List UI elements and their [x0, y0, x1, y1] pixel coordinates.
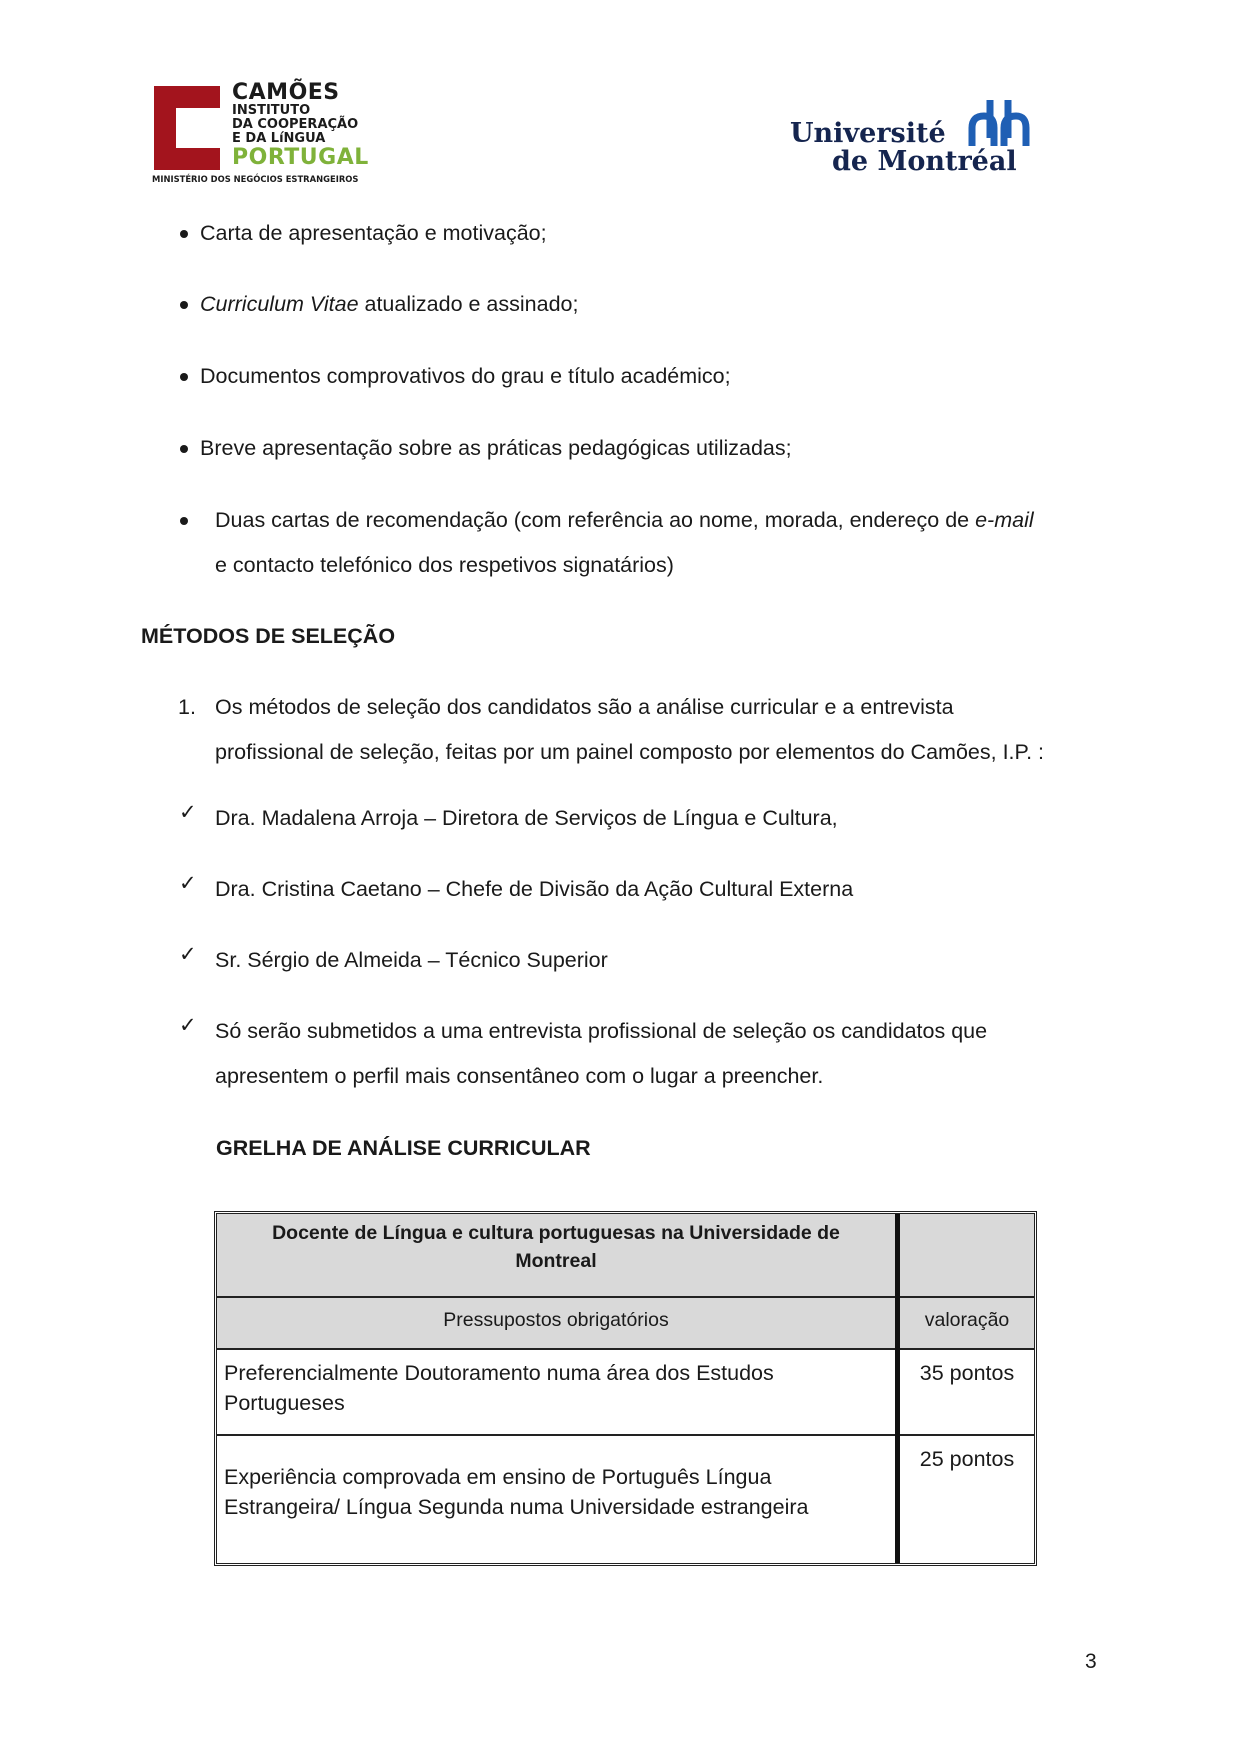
section-heading: MÉTODOS DE SELEÇÃO — [141, 624, 396, 648]
checkmark-icon: ✓ — [179, 942, 197, 966]
panel-member: Dra. Madalena Arroja – Diretora de Serviços de Língua e Cultura, — [215, 806, 838, 830]
camoes-line2: DA COOPERAÇÃO — [232, 117, 359, 132]
selection-paragraph-line1: Os métodos de seleção dos candidatos são a análise curricular e a entrevista — [215, 695, 954, 719]
udem-logo — [790, 98, 1040, 178]
panel-member: Sr. Sérgio de Almeida – Técnico Superior — [215, 948, 608, 972]
camoes-brand: CAMÕES — [232, 80, 340, 105]
table-row-score: 35 pontos — [919, 1361, 1015, 1385]
camoes-line1: INSTITUTO — [232, 103, 311, 118]
checkmark-icon: ✓ — [179, 800, 197, 824]
table-row: Preferencialmente Doutoramento numa área dos Estudos Portugueses — [224, 1361, 774, 1415]
curricular-grid-table — [214, 1211, 1037, 1566]
table-row-score: 25 pontos — [919, 1447, 1015, 1471]
bullet-icon — [180, 517, 188, 525]
panel-member: Dra. Cristina Caetano – Chefe de Divisão da Ação Cultural Externa — [215, 877, 854, 901]
selection-note-line1: Só serão submetidos a uma entrevista profissional de seleção os candidatos que — [215, 1019, 988, 1043]
list-item: Carta de apresentação e motivação; — [200, 221, 547, 245]
item-number: 1. — [178, 695, 196, 719]
camoes-line3: E DA LíNGUA — [232, 131, 326, 146]
bullet-icon — [180, 230, 188, 238]
bullet-icon — [180, 301, 188, 309]
column-header-criteria: Pressupostos obrigatórios — [443, 1309, 669, 1331]
page-number: 3 — [1085, 1650, 1097, 1673]
list-item-continuation: e contacto telefónico dos respetivos signatários) — [215, 553, 674, 577]
selection-note-line2: apresentem o perfil mais consentâneo com o lugar a preencher. — [215, 1064, 824, 1088]
camoes-ministry: MINISTÉRIO DOS NEGÓCIOS ESTRANGEIROS — [152, 174, 359, 184]
camoes-country: PORTUGAL — [232, 145, 369, 170]
table-title: Docente de Língua e cultura portuguesas na Universidade de Montreal — [272, 1222, 840, 1272]
selection-paragraph-line2: profissional de seleção, feitas por um painel composto por elementos do Camões, I.P. : — [215, 740, 1044, 764]
column-header-score: valoração — [924, 1309, 1010, 1331]
table-row: Experiência comprovada em ensino de Português Língua Estrangeira/ Língua Segunda numa Universidade estrangeira — [224, 1465, 809, 1519]
list-item: Duas cartas de recomendação (com referência ao nome, morada, endereço de e-mail — [215, 508, 1034, 532]
udem-line2: de Montréal — [832, 146, 1017, 177]
list-item: Breve apresentação sobre as práticas pedagógicas utilizadas; — [200, 436, 792, 460]
udem-line1: Université — [790, 118, 946, 149]
list-item-italic: e-mail — [975, 508, 1034, 532]
checkmark-icon: ✓ — [179, 871, 197, 895]
list-item: Documentos comprovativos do grau e título académico; — [200, 364, 731, 388]
list-item-italic: Curriculum Vitae — [200, 292, 359, 316]
grid-heading: GRELHA DE ANÁLISE CURRICULAR — [216, 1136, 591, 1160]
checkmark-icon: ✓ — [179, 1013, 197, 1037]
list-item: Curriculum Vitae atualizado e assinado; — [200, 292, 579, 316]
bullet-icon — [180, 445, 188, 453]
bullet-icon — [180, 373, 188, 381]
udem-mark-icon — [968, 98, 1030, 146]
camoes-logo — [150, 82, 390, 182]
camoes-c-mark-icon — [154, 86, 220, 170]
